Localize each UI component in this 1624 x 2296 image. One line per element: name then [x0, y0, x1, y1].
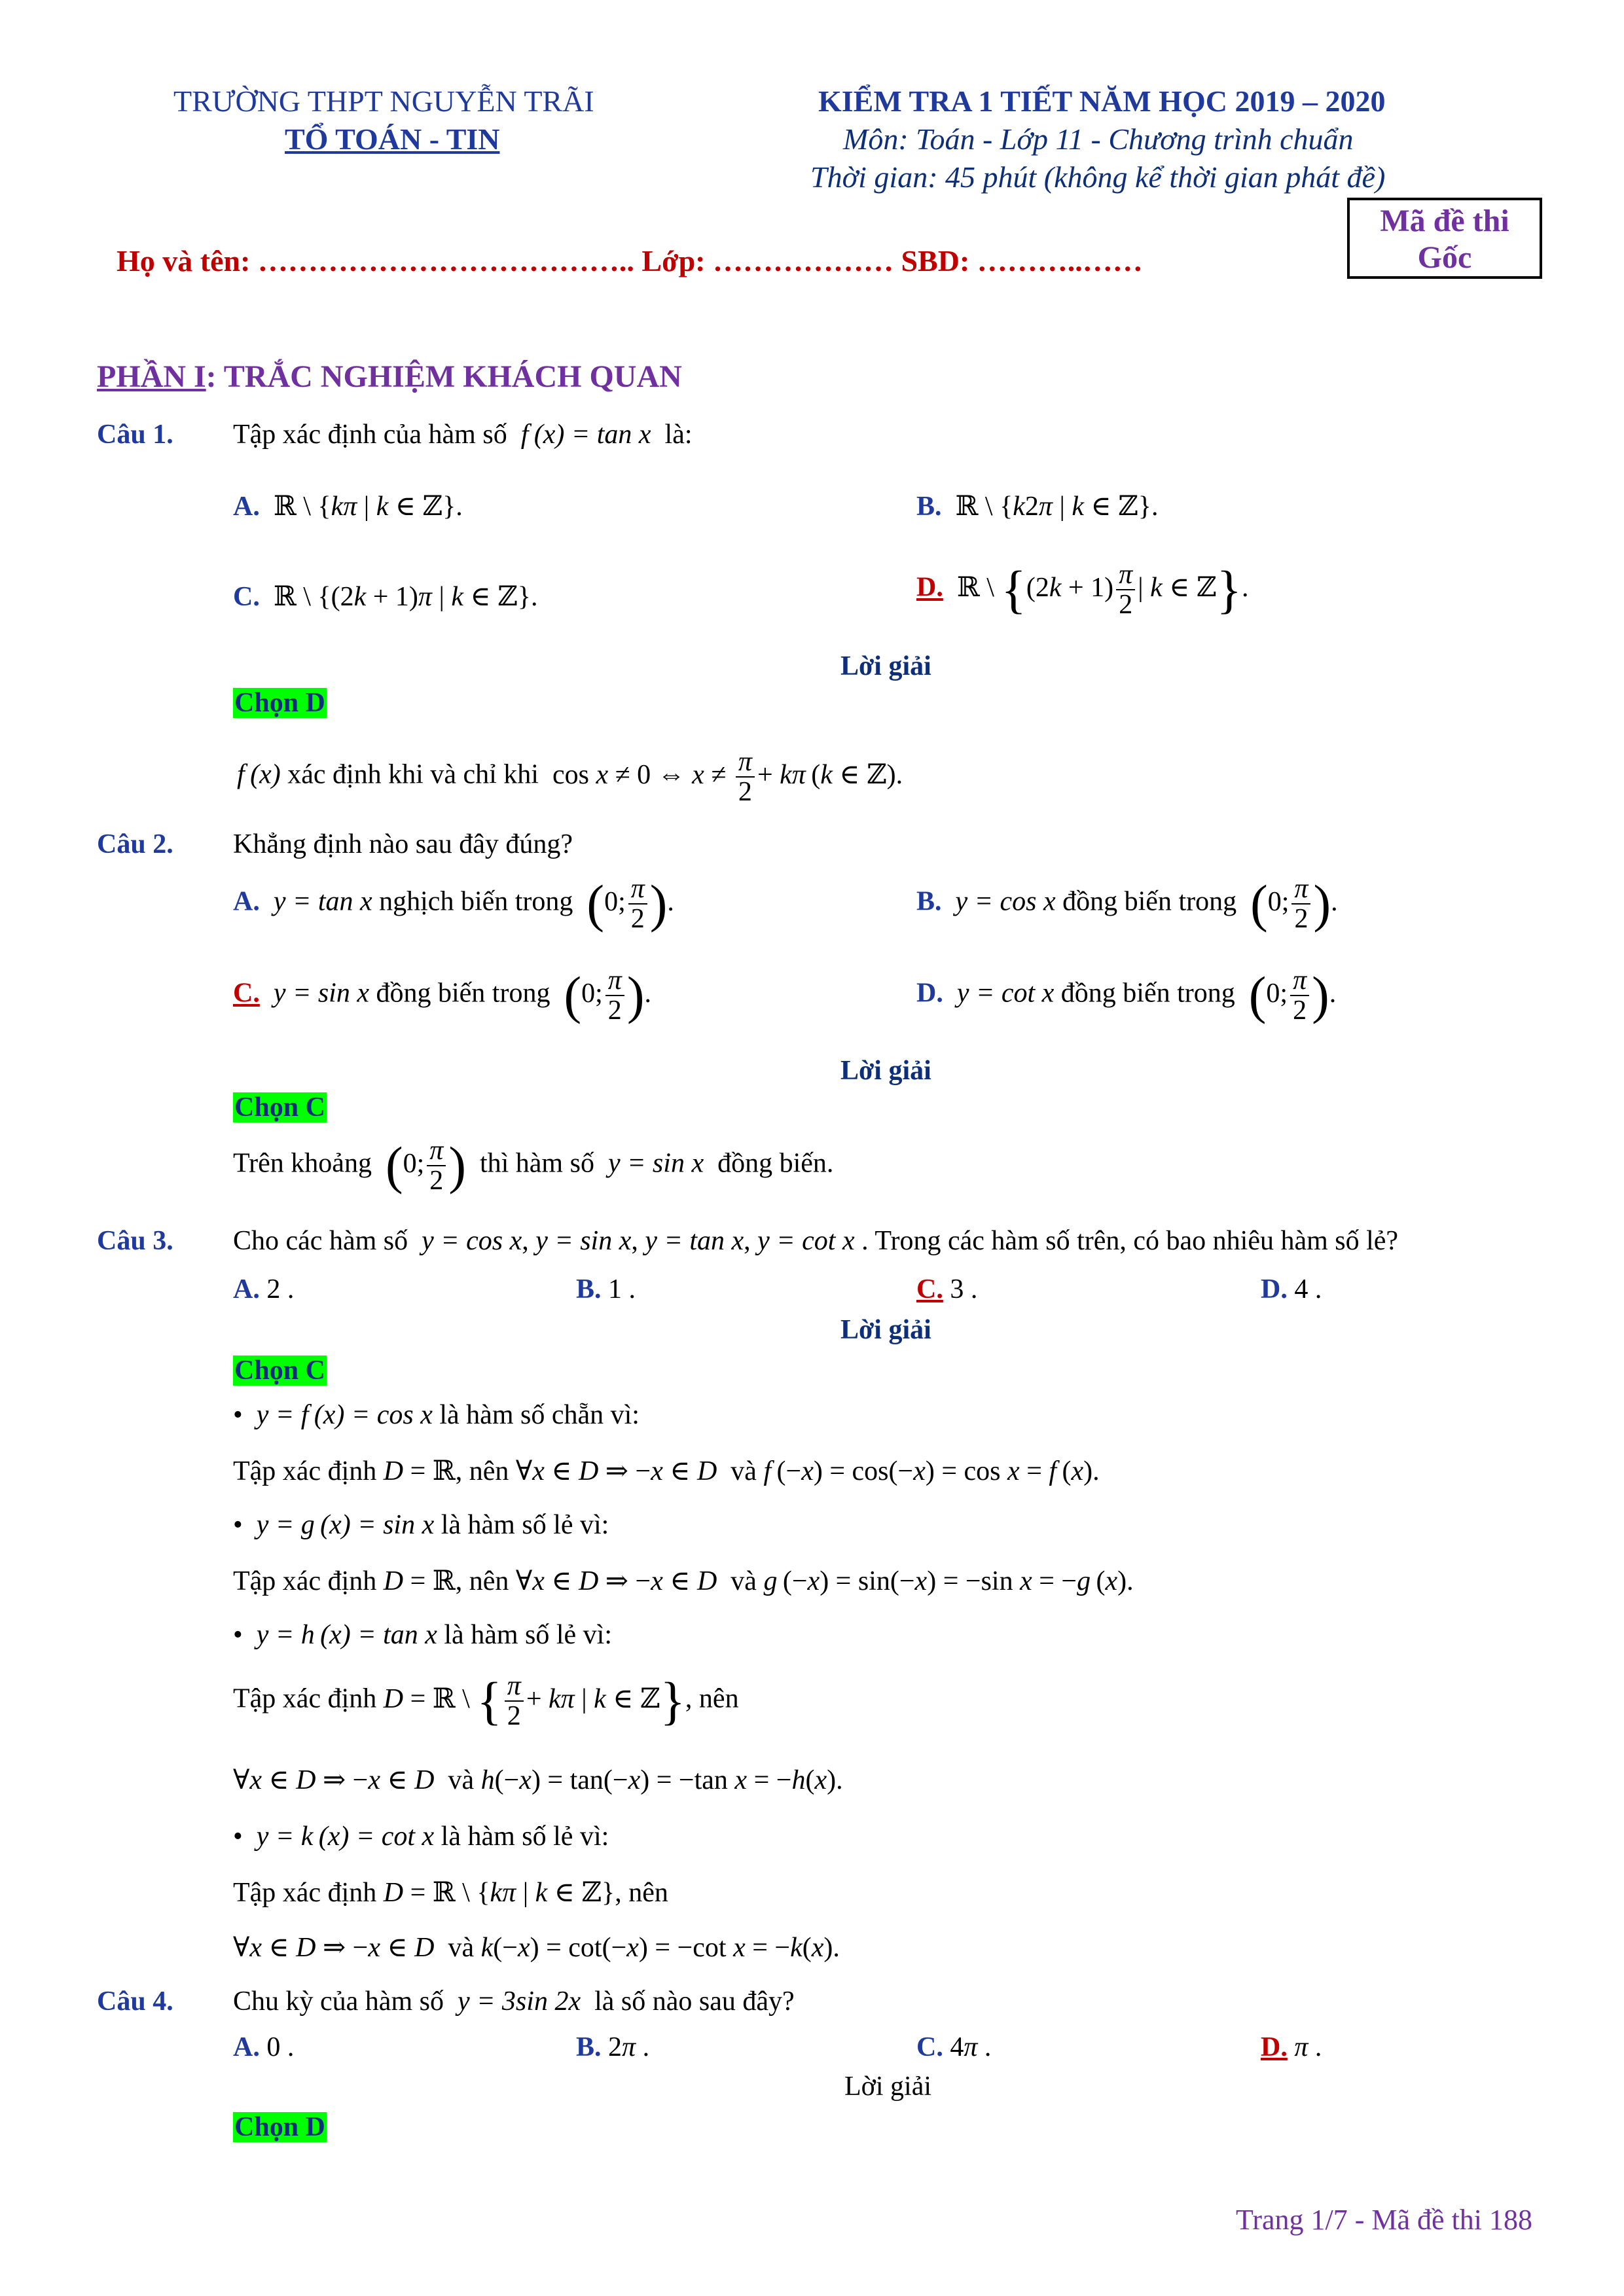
q4-answer-badge: Chọn D	[234, 2112, 325, 2142]
q1-option-c[interactable]	[233, 580, 537, 613]
q3-odd-text-2: là hàm số lẻ vì:	[444, 1620, 613, 1650]
q3-option-d[interactable]: D. 4 .	[1261, 1274, 1322, 1304]
exam-title: KIỂM TRA 1 TIẾT NĂM HỌC 2019 – 2020	[818, 84, 1386, 118]
q2-solution: Trên khoảng (0; $\frac{\pi}{2}$ ) thì hàm số y = sin x đồng biến.	[233, 1136, 834, 1196]
q3-and-1: và	[731, 1456, 757, 1486]
q3-sol-line-5: • y = h (x) = tan x là hàm số lẻ vì:	[233, 1620, 613, 1650]
q1-b-value: ℝ \ {k2π | k ∈ ℤ}.	[948, 492, 1159, 522]
q4-answer	[233, 2111, 327, 2143]
exam-code-value: Gốc	[1417, 240, 1472, 275]
q1-d-label: D.	[916, 572, 943, 603]
q3-text: Cho các hàm số y = cos x, y = sin x, y = tan x, y = cot x . Trong các hàm số trên, có bao nhiêu hàm số lẻ?	[233, 1226, 1399, 1256]
q4-option-c[interactable]: C. 4π .	[916, 2032, 992, 2062]
q4-a-label: A.	[233, 2032, 260, 2062]
q1-label: Câu 1.	[97, 420, 173, 450]
q3-option-c[interactable]: C. 3 .	[916, 1274, 978, 1304]
section-title	[97, 359, 682, 395]
q3-sol-line-7: ∀x ∈ D ⇒ −x ∈ D và h(−x) = tan(−x) = −tan x = −h(x).	[233, 1765, 843, 1795]
q2-d-label: D.	[916, 978, 943, 1009]
exam-code-box	[1347, 198, 1542, 279]
q2-option-d[interactable]: D. y = cot x đồng biến trong (0; $\frac{\pi}{2}$ ).	[916, 965, 1337, 1026]
q1-option-a[interactable]	[233, 490, 463, 522]
q3-sol-line-2: Tập xác định D = ℝ, nên ∀x ∈ D ⇒ −x ∈ D và f (−x) = cos(−x) = cos x = f (x).	[233, 1456, 1100, 1486]
q3-domain-2: Tập xác định	[233, 1566, 377, 1596]
q3-then-1: , nên	[455, 1456, 509, 1486]
q4-d-label: D.	[1261, 2032, 1288, 2062]
q2-solution-pre: Trên khoảng	[233, 1148, 372, 1179]
q2-label: Câu 2.	[97, 829, 173, 859]
q3-then-2: , nên	[455, 1566, 509, 1596]
q1-c-label: C.	[233, 582, 260, 612]
q1-option-b[interactable]	[916, 490, 1158, 522]
section-prefix: PHẦN I	[97, 359, 206, 394]
q1-solution: f (x) xác định khi và chỉ khi cos x ≠ 0 ⇔ x ≠ $\frac{\pi}{2}$ + kπ (k ∈ ℤ).	[237, 747, 903, 808]
q2-solution-post: thì hàm số	[479, 1148, 594, 1179]
q3-sol-line-1: • y = f (x) = cos x là hàm số chẵn vì:	[233, 1400, 640, 1430]
q4-stem: Chu kỳ của hàm số	[233, 1986, 444, 2017]
q2-text: Khẳng định nào sau đây đúng?	[233, 829, 573, 859]
q3-domain-4: Tập xác định	[233, 1878, 377, 1908]
section-title-text: : TRẮC NGHIỆM KHÁCH QUAN	[206, 359, 682, 394]
q3-domain-3: Tập xác định	[233, 1683, 377, 1714]
page-footer: Trang 1/7 - Mã đề thi 188	[1236, 2204, 1533, 2236]
q1-a-label: A.	[233, 492, 260, 522]
q3-then-4: , nên	[615, 1878, 668, 1908]
exam-time: Thời gian: 45 phút (không kể thời gian phát đề)	[810, 160, 1386, 194]
q3-and-3: và	[448, 1765, 475, 1795]
q3-text-post: . Trong các hàm số trên, có bao nhiêu hàm số lẻ?	[861, 1226, 1399, 1256]
q2-option-b[interactable]: B. y = cos x đồng biến trong (0; $\frac{\pi}{2}$ ).	[916, 874, 1338, 935]
q1-d-value: ℝ \ {(2k + 1) $\frac{\pi}{2}$ | k ∈ ℤ}.	[950, 560, 1249, 620]
student-info-line: Họ và tên: ……………………………….. Lớp: ……………… SBD: ………..……	[117, 244, 1143, 278]
q3-sol-line-6: Tập xác định D = ℝ \ { $\frac{\pi}{2}$ + kπ | k ∈ ℤ}, nên	[233, 1671, 739, 1732]
q3-even-text: là hàm số chẵn vì:	[439, 1400, 640, 1430]
q3-odd-text-1: là hàm số lẻ vì:	[441, 1510, 609, 1540]
q1-a-value: ℝ \ {kπ | k ∈ ℤ}.	[266, 492, 463, 522]
q3-sol-line-9: Tập xác định D = ℝ \ {kπ | k ∈ ℤ}, nên	[233, 1878, 668, 1908]
department-name: TỔ TOÁN - TIN	[285, 122, 500, 156]
q3-a-label: A.	[233, 1274, 260, 1304]
q3-option-b[interactable]: B. 1 .	[576, 1274, 636, 1304]
q1-text	[233, 419, 693, 450]
q4-tail: là số nào sau đây?	[594, 1986, 795, 2017]
q3-sol-line-4: Tập xác định D = ℝ, nên ∀x ∈ D ⇒ −x ∈ D và g (−x) = sin(−x) = −sin x = −g (x).	[233, 1566, 1134, 1596]
q3-b-label: B.	[576, 1274, 602, 1304]
q1-c-value: ℝ \ {(2k + 1)π | k ∈ ℤ}.	[266, 582, 538, 612]
q1-solution-title: Lời giải	[840, 651, 931, 681]
q1-stem: Tập xác định của hàm số	[233, 420, 507, 450]
q1-tail: là:	[664, 420, 693, 450]
q2-solution-end: đồng biến.	[717, 1148, 834, 1179]
q1-b-label: B.	[916, 492, 942, 522]
q1-option-d[interactable]	[916, 560, 1248, 619]
q4-c-label: C.	[916, 2032, 943, 2062]
q3-d-label: D.	[1261, 1274, 1288, 1304]
q3-answer-badge: Chọn C	[234, 1355, 325, 1386]
q1-answer	[233, 687, 327, 719]
exam-code-label: Mã đề thi	[1380, 204, 1509, 238]
q4-option-d[interactable]: D. π .	[1261, 2032, 1322, 2062]
q2-b-text: đồng biến trong	[1062, 886, 1237, 917]
q3-sol-line-3: • y = g (x) = sin x là hàm số lẻ vì:	[233, 1510, 609, 1540]
q4-b-label: B.	[576, 2032, 602, 2062]
exam-subject: Môn: Toán - Lớp 11 - Chương trình chuẩn	[843, 122, 1354, 156]
q2-d-text: đồng biến trong	[1060, 978, 1235, 1009]
q2-option-c[interactable]: C. y = sin x đồng biến trong (0; $\frac{\pi}{2}$ ).	[233, 965, 651, 1026]
q3-answer	[233, 1355, 327, 1386]
q3-domain-1: Tập xác định	[233, 1456, 377, 1486]
q2-answer	[233, 1092, 327, 1123]
q3-text-pre: Cho các hàm số	[233, 1226, 408, 1256]
q3-odd-text-3: là hàm số lẻ vì:	[441, 1821, 609, 1852]
q2-solution-title: Lời giải	[840, 1056, 931, 1086]
q3-then-3: , nên	[685, 1683, 739, 1714]
q1-solution-text: xác định khi và chỉ khi	[287, 759, 539, 790]
q3-option-a[interactable]: A. 2 .	[233, 1274, 295, 1304]
q3-c-label: C.	[916, 1274, 943, 1304]
q4-option-b[interactable]: B. 2π .	[576, 2032, 650, 2062]
q2-c-label: C.	[233, 978, 260, 1009]
q3-sol-line-10: ∀x ∈ D ⇒ −x ∈ D và k(−x) = cot(−x) = −cot x = −k(x).	[233, 1933, 840, 1963]
q3-sol-line-8: • y = k (x) = cot x là hàm số lẻ vì:	[233, 1821, 609, 1852]
q3-label: Câu 3.	[97, 1226, 173, 1256]
q2-c-text: đồng biến trong	[376, 978, 550, 1009]
q2-answer-badge: Chọn C	[234, 1092, 325, 1122]
q2-a-label: A.	[233, 886, 260, 917]
q2-option-a[interactable]: A. y = tan x nghịch biến trong (0; $\frac{\pi}{2}$ ).	[233, 874, 674, 935]
q1-func: f (x) = tan x	[514, 420, 659, 450]
q1-answer-badge: Chọn D	[234, 688, 325, 718]
q4-text: Chu kỳ của hàm số y = 3sin 2x là số nào sau đây?	[233, 1986, 795, 2017]
school-name: TRƯỜNG THPT NGUYỄN TRÃI	[173, 84, 594, 118]
q3-and-2: và	[731, 1566, 757, 1596]
q2-b-label: B.	[916, 886, 942, 917]
q3-and-4: và	[448, 1933, 475, 1963]
q4-solution-title: Lời giải	[844, 2072, 932, 2102]
q4-option-a[interactable]: A. 0 .	[233, 2032, 295, 2062]
q3-solution-title: Lời giải	[840, 1315, 931, 1345]
q4-label: Câu 4.	[97, 1986, 173, 2017]
q2-a-text: nghịch biến trong	[379, 886, 573, 917]
